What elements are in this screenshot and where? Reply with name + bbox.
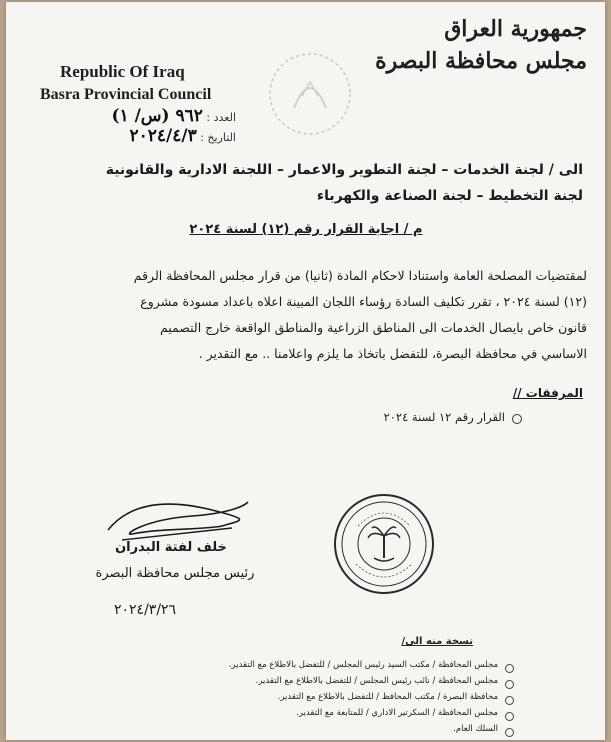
copy-bullet-icon <box>505 696 514 705</box>
reference-number-value: ٩٦٢ (س/ ١) <box>111 106 203 126</box>
header-country-arabic: جمهورية العراق <box>444 16 587 42</box>
copy-bullet-icon <box>505 712 514 721</box>
reference-number-row <box>46 106 236 126</box>
signatory-title: رئيس مجلس محافظة البصرة <box>95 566 255 581</box>
header-country-english: Republic Of Iraq <box>60 62 185 81</box>
header-council-arabic: مجلس محافظة البصرة <box>375 48 587 74</box>
copy-item: محافظة البصرة / مكتب المحافظ / للتفضل بالاطلاع مع التقدير. <box>277 692 498 702</box>
reference-date-value: ٢٠٢٤/٤/٣ <box>129 126 197 146</box>
letter-page <box>6 2 605 740</box>
copy-bullet-icon <box>505 728 514 737</box>
copy-item: مجلس المحافظة / مكتب السيد رئيس المجلس / للتفضل بالاطلاع مع التقدير. <box>228 660 498 670</box>
body-line-1: لمقتضيات المصلحة العامة واستنادا لاحكام المادة (ثانيا) من قرار مجلس المحافظة الرقم <box>133 268 587 283</box>
official-seal <box>332 492 436 596</box>
iraq-emblem <box>264 48 356 140</box>
body-line-2: (١٢) لسنة ٢٠٢٤ ، تقرر تكليف السادة رؤساء اللجان المبينة اعلاه باعداد مسودة مشروع <box>140 294 587 309</box>
copy-bullet-icon <box>505 680 514 689</box>
copy-item: مجلس المحافظة / نائب رئيس المجلس / للتفضل بالاطلاع مع التقدير. <box>255 676 498 686</box>
subject-line: م / اجابة القرار رقم (١٢) لسنة ٢٠٢٤ <box>189 222 423 237</box>
copy-bullet-icon <box>505 664 514 673</box>
header-council-english: Basra Provincial Council <box>40 86 212 103</box>
reference-date-row <box>46 126 236 146</box>
copies-label: نسخة منه الى/ <box>401 636 473 647</box>
recipients-line-1: الى / لجنة الخدمات – لجنة التطوير والاعمار – اللجنة الادارية والقانونية <box>105 162 583 178</box>
copy-item: السلك العام. <box>453 724 498 734</box>
attachment-item: القرار رقم ١٢ لسنة ٢٠٢٤ <box>383 410 505 424</box>
copy-item: مجلس المحافظة / السكرتير الاداري / للمتابعة مع التقدير. <box>296 708 498 718</box>
reference-date-label: التاريخ : <box>200 131 236 144</box>
signature-date: ٢٠٢٤/٣/٢٦ <box>114 602 177 618</box>
reference-number-label: العدد : <box>206 111 236 124</box>
body-line-3: قانون خاص بايصال الخدمات الى المناطق الزراعية والمناطق الواقعة خارج التصميم <box>159 320 587 335</box>
recipients-line-2: لجنة التخطيط – لجنة الصناعة والكهرباء <box>316 188 583 204</box>
signatory-name: خلف لفتة البدران <box>115 540 227 555</box>
attachment-bullet-icon <box>512 414 522 424</box>
body-line-4: الاساسي في محافظة البصرة، للتفضل باتخاذ ما يلزم واعلامنا .. مع التقدير . <box>198 346 587 361</box>
attachments-label: المرفقات // <box>512 386 583 400</box>
